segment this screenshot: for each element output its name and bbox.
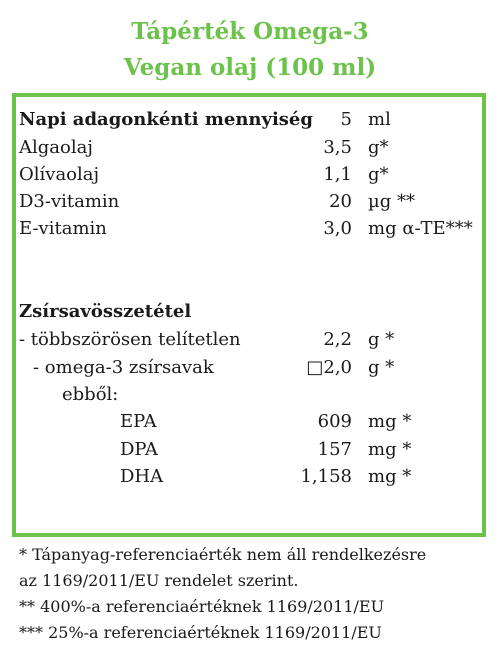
table-row-header <box>0 106 500 134</box>
row-label: Algaolaj <box>19 137 93 158</box>
row-value: 2,2 <box>323 329 352 350</box>
row-label: ebből: <box>62 384 119 405</box>
row-value: 20 <box>329 191 352 212</box>
row-unit: g * <box>368 357 395 378</box>
row-label: E-vitamin <box>19 218 107 239</box>
title-line-1: Tápérték Omega-3 <box>131 18 369 45</box>
row-unit: ml <box>368 109 391 130</box>
table-row <box>0 134 500 162</box>
table-row <box>0 215 500 243</box>
section-title <box>0 298 500 326</box>
row-unit: mg α-TE*** <box>368 218 473 239</box>
footnote: * Tápanyag-referenciaérték nem áll rendelkezésre <box>19 545 427 564</box>
row-label: - omega-3 zsírsavak <box>33 357 214 378</box>
footnote: az 1169/2011/EU rendelet szerint. <box>19 571 299 590</box>
row-value: 3,0 <box>323 218 352 239</box>
row-label: DPA <box>120 439 158 460</box>
title-line-2: Vegan olaj (100 ml) <box>123 54 377 81</box>
row-value: 1,158 <box>300 466 352 487</box>
row-value: □2,0 <box>306 357 352 378</box>
row-label: Napi adagonkénti mennyiség <box>19 109 313 130</box>
row-value: 157 <box>317 439 352 460</box>
section-title-text: Zsírsavösszetétel <box>19 301 192 322</box>
table-row <box>0 408 500 436</box>
table-row <box>0 188 500 216</box>
table-row <box>0 161 500 189</box>
row-unit: mg * <box>368 439 412 460</box>
row-label: Olívaolaj <box>19 164 100 185</box>
row-unit: mg * <box>368 411 412 432</box>
row-unit: µg ** <box>368 191 415 212</box>
row-value: 3,5 <box>323 137 352 158</box>
row-label: EPA <box>120 411 157 432</box>
table-row <box>0 326 500 354</box>
table-row <box>0 381 500 409</box>
row-unit: g* <box>368 164 389 185</box>
row-label: - többszörösen telítetlen <box>19 329 241 350</box>
row-unit: mg * <box>368 466 412 487</box>
table-row <box>0 436 500 464</box>
row-unit: g* <box>368 137 389 158</box>
footnote: ** 400%-a referenciaértéknek 1169/2011/EU <box>19 597 385 616</box>
row-value: 5 <box>340 109 352 130</box>
row-unit: g * <box>368 329 395 350</box>
table-row <box>0 354 500 382</box>
table-row <box>0 463 500 491</box>
row-label: DHA <box>120 466 164 487</box>
row-label: D3-vitamin <box>19 191 120 212</box>
row-value: 1,1 <box>323 164 352 185</box>
row-value: 609 <box>317 411 352 432</box>
footnote: *** 25%-a referenciaértéknek 1169/2011/EU <box>19 623 382 642</box>
